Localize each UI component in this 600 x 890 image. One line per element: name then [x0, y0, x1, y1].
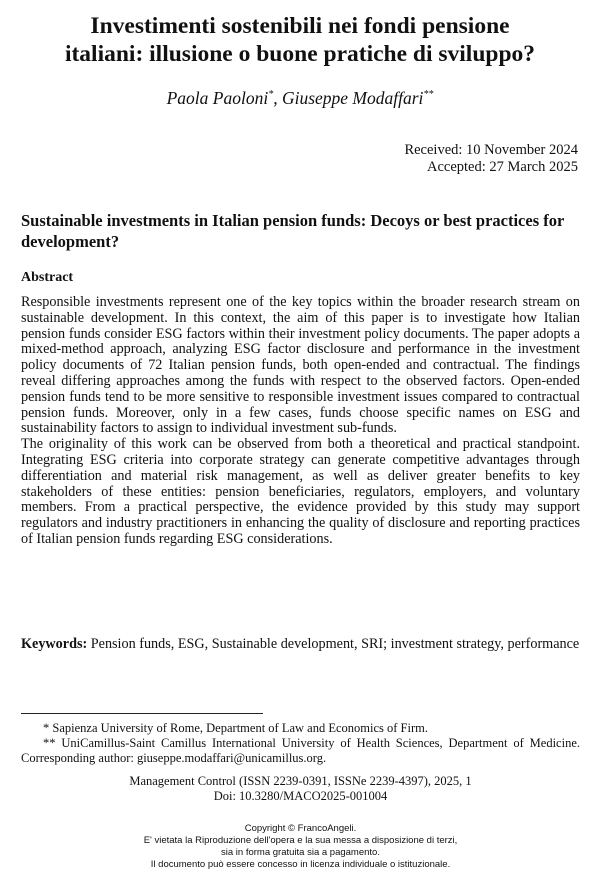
title-line-1: Investimenti sostenibili nei fondi pensione — [90, 13, 510, 39]
title-line-2: italiani: illusione o buone pratiche di sviluppo? — [64, 41, 536, 67]
author-separator: , — [273, 88, 282, 108]
keywords — [21, 637, 580, 653]
copyright-notice — [21, 823, 580, 871]
journal-line: Management Control (ISSN 2239-0391, ISSNe 2239-4397), 2025, 1 — [129, 774, 472, 788]
submission-dates — [404, 142, 578, 176]
copyright-line: Il documento può essere concesso in licenza individuale o istituzionale. — [150, 859, 451, 870]
footnote-1: * Sapienza University of Rome, Department of Law and Economics of Firm. — [43, 721, 428, 735]
footnote-divider — [21, 713, 263, 714]
abstract-paragraph-2: The originality of this work can be observed from both a theoretical and practical standpoint. Integrating ESG criteria into corporate strategy can generate competitive advantages through differentiation and material risk management, as well as deliver greater benefits to key stakeholders of these entities: pension beneficiaries, regulators, employers, and voluntary members. From a practical perspective, the evidence provided by this study may support regulators and industry practitioners in enhancing the quality of disclosure and reporting practices of Italian pension funds regarding ESG considerations. — [21, 436, 580, 547]
journal-info — [21, 774, 580, 804]
copyright-line: sia in forma gratuita sia a pagamento. — [221, 847, 380, 858]
footnote-2: ** UniCamillus-Saint Camillus International University of Health Sciences, Department of Medicine. Corresponding author: giuseppe.modaffari@unicamillus.org. — [21, 736, 580, 765]
author-1-mark: * — [268, 89, 274, 101]
author-list — [20, 88, 580, 109]
copyright-line: E' vietata la Riproduzione dell'opera e la sua messa a disposizione di terzi, — [143, 835, 458, 846]
paper-title — [20, 12, 580, 68]
abstract-body — [21, 295, 580, 548]
author-1: Paola Paoloni — [166, 88, 269, 108]
copyright-line: Copyright © FrancoAngeli. — [244, 823, 357, 834]
accepted-date: Accepted: 27 March 2025 — [427, 159, 578, 175]
author-2: Giuseppe Modaffari — [281, 88, 424, 108]
footnotes — [21, 721, 580, 766]
abstract-heading: Abstract — [21, 270, 74, 285]
author-2-mark: ** — [423, 89, 434, 101]
doi-line: Doi: 10.3280/MACO2025-001004 — [213, 789, 388, 803]
received-date: Received: 10 November 2024 — [404, 142, 578, 158]
keywords-label: Keywords: — [21, 636, 88, 652]
keywords-text: Pension funds, ESG, Sustainable development, SRI; investment strategy, performance — [87, 636, 580, 652]
abstract-paragraph-1: Responsible investments represent one of the key topics within the broader research stream on sustainable development. In this context, the aim of this paper is to investigate how Italian pension funds consider ESG factors within their investment policy documents. The paper adopts a mixed-method approach, analyzing ESG factor disclosure and performance in the investment policy documents of 72 Italian pension funds, both open-ended and contractual. The findings reveal differing approaches among the funds with respect to the observed factors. Open-ended pension funds tend to be more sensitive to responsible investment issues compared to contractual pension funds. Moreover, only in a few cases, funds choose specific names on ESG and sustainability factors to assign to individual investment sub-funds. — [21, 294, 580, 437]
english-title: Sustainable investments in Italian pension funds: Decoys or best practices for development? — [21, 211, 565, 251]
